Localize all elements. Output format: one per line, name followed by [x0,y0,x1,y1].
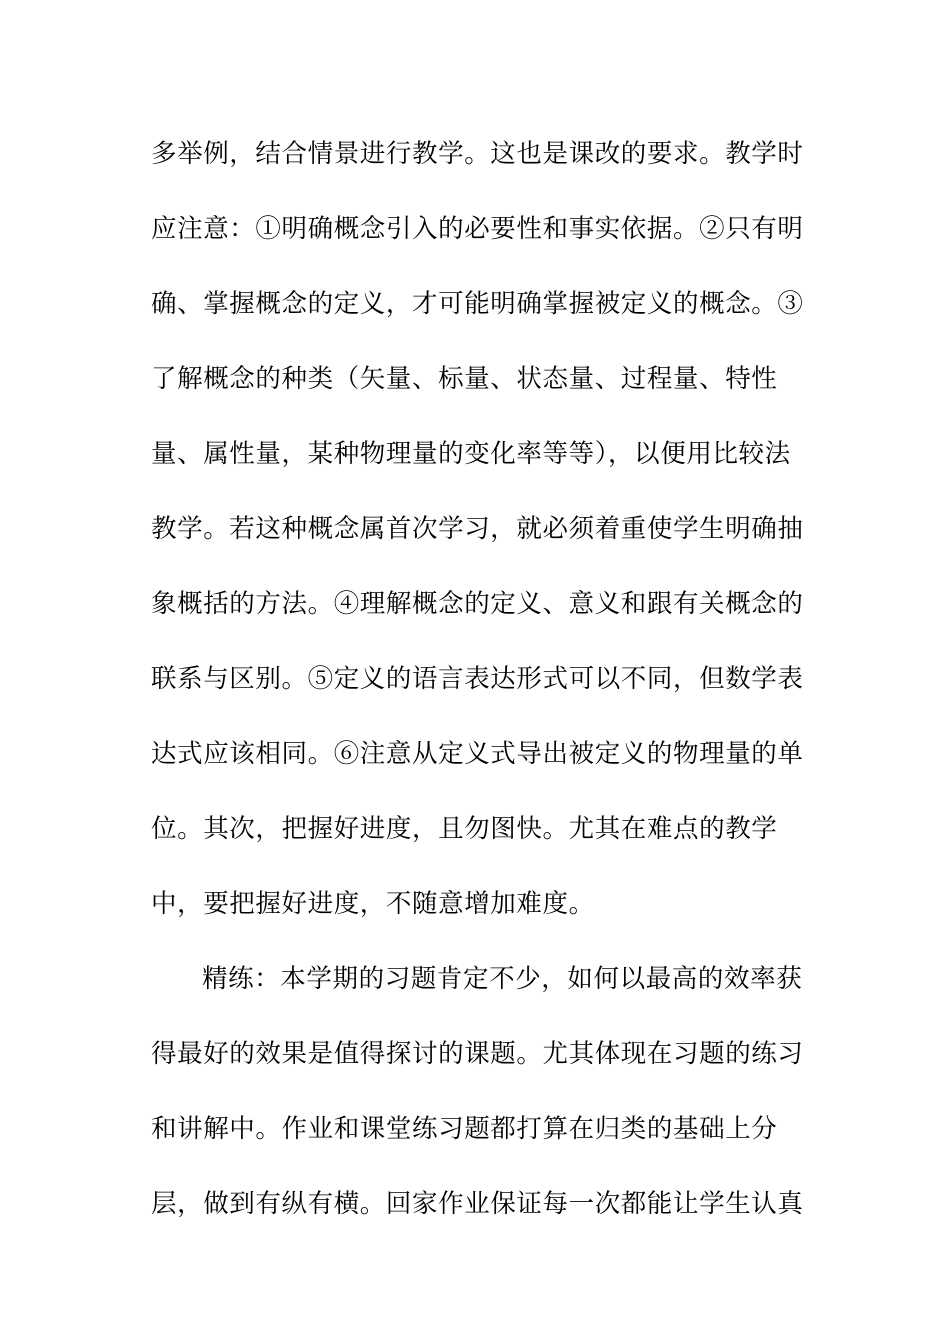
text-line: 教学。若这种概念属首次学习，就必须着重使学生明确抽 [151,514,804,544]
text-line: 联系与区别。⑤定义的语言表达形式可以不同，但数学表 [151,664,804,694]
document-body [151,133,804,1258]
text-line: 得最好的效果是值得探讨的课题。尤其体现在习题的练习 [151,1039,804,1069]
text-line: 确、掌握概念的定义，才可能明确掌握被定义的概念。③ [151,289,804,319]
text-line: 应注意：①明确概念引入的必要性和事实依据。②只有明 [151,214,804,244]
text-line: 多举例，结合情景进行教学。这也是课改的要求。教学时 [151,139,804,169]
text-line: 和讲解中。作业和课堂练习题都打算在归类的基础上分 [151,1114,778,1144]
text-line: 了解概念的种类（矢量、标量、状态量、过程量、特性 [151,364,778,394]
text-line: 象概括的方法。④理解概念的定义、意义和跟有关概念的 [151,589,804,619]
text-line: 位。其次，把握好进度，且勿图快。尤其在难点的教学 [151,814,778,844]
text-line: 达式应该相同。⑥注意从定义式导出被定义的物理量的单 [151,739,804,769]
text-line: 量、属性量，某种物理量的变化率等等），以便用比较法 [151,439,791,469]
paragraph-start-line: 精练：本学期的习题肯定不少，如何以最高的效率获 [202,964,803,994]
text-line: 中，要把握好进度，不随意增加难度。 [151,889,595,919]
text-line: 层，做到有纵有横。回家作业保证每一次都能让学生认真 [151,1189,804,1219]
